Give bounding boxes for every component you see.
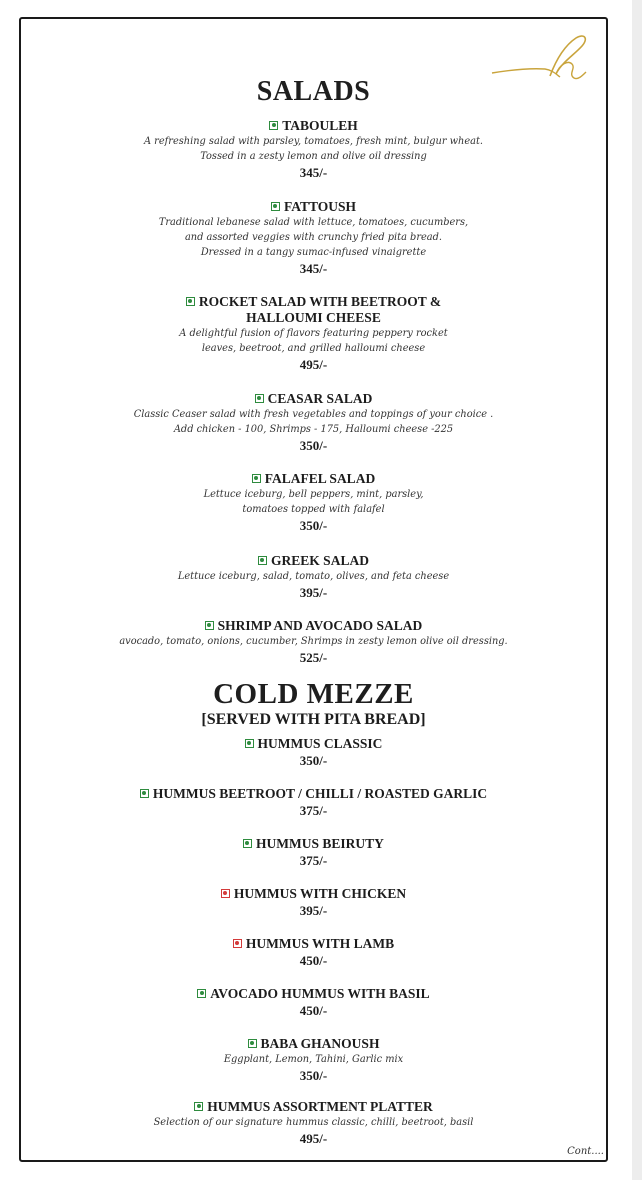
item-name: HUMMUS BEETROOT / CHILLI / ROASTED GARLIC xyxy=(152,786,488,801)
item-price: 350/- xyxy=(299,438,328,453)
restaurant-logo xyxy=(490,30,594,82)
non-veg-icon xyxy=(221,889,230,898)
veg-icon xyxy=(186,297,195,306)
item-price: 450/- xyxy=(299,953,328,968)
item-description: and assorted veggies with crunchy fried pita bread. xyxy=(184,232,443,243)
item-name: HUMMUS WITH LAMB xyxy=(245,936,395,951)
item-price: 495/- xyxy=(299,1131,328,1146)
veg-icon xyxy=(255,394,264,403)
item-price: 450/- xyxy=(299,1003,328,1018)
item-description: Eggplant, Lemon, Tahini, Garlic mix xyxy=(223,1054,404,1065)
veg-icon xyxy=(245,739,254,748)
item-price: 395/- xyxy=(299,903,328,918)
item-price: 375/- xyxy=(299,803,328,818)
item-name: HUMMUS CLASSIC xyxy=(257,736,383,751)
veg-icon xyxy=(269,121,278,130)
item-description: Lettuce iceburg, salad, tomato, olives, and feta cheese xyxy=(177,571,450,582)
menu-item xyxy=(19,886,608,919)
item-name: BABA GHANOUSH xyxy=(260,1036,380,1051)
veg-icon xyxy=(271,202,280,211)
menu-item xyxy=(19,294,608,373)
item-description: Selection of our signature hummus classic, chilli, beetroot, basil xyxy=(153,1117,474,1128)
menu-item xyxy=(19,118,608,181)
menu-item xyxy=(19,1099,608,1147)
menu-item xyxy=(19,936,608,969)
item-description: Lettuce iceburg, bell peppers, mint, parsley, xyxy=(203,489,424,500)
menu-item xyxy=(19,471,608,534)
veg-icon xyxy=(248,1039,257,1048)
menu-item xyxy=(19,736,608,769)
veg-icon xyxy=(197,989,206,998)
veg-icon xyxy=(243,839,252,848)
menu-item xyxy=(19,986,608,1019)
item-price: 350/- xyxy=(299,753,328,768)
continued-note: Cont.... xyxy=(567,1146,604,1157)
veg-icon xyxy=(140,789,149,798)
veg-icon xyxy=(252,474,261,483)
non-veg-icon xyxy=(233,939,242,948)
item-description: Dressed in a tangy sumac-infused vinaigrette xyxy=(200,247,427,258)
menu-item xyxy=(19,1036,608,1084)
item-description: Tossed in a zesty lemon and olive oil dressing xyxy=(200,151,427,162)
menu-item xyxy=(19,199,608,277)
veg-icon xyxy=(258,556,267,565)
item-name: CEASAR SALAD xyxy=(267,391,373,406)
section-title-cold-mezze: COLD MEZZE xyxy=(213,678,414,710)
item-name: HUMMUS WITH CHICKEN xyxy=(233,886,407,901)
item-price: 345/- xyxy=(299,261,328,276)
menu-item xyxy=(19,786,608,819)
item-price: 350/- xyxy=(299,518,328,533)
item-description: Add chicken - 100, Shrimps - 175, Halloumi cheese -225 xyxy=(173,424,454,435)
veg-icon xyxy=(205,621,214,630)
item-name: FALAFEL SALAD xyxy=(264,471,376,486)
menu-item xyxy=(19,836,608,869)
item-name: HUMMUS BEIRUTY xyxy=(256,836,384,851)
menu-item xyxy=(19,618,608,666)
item-description: leaves, beetroot, and grilled halloumi cheese xyxy=(201,343,426,354)
item-name: ROCKET SALAD WITH BEETROOT & xyxy=(198,294,442,309)
item-price: 495/- xyxy=(299,357,328,372)
item-name: GREEK SALAD xyxy=(271,553,369,568)
item-name: AVOCADO HUMMUS WITH BASIL xyxy=(210,986,430,1001)
item-price: 395/- xyxy=(299,585,328,600)
item-name: HUMMUS ASSORTMENT PLATTER xyxy=(207,1099,433,1114)
item-price: 345/- xyxy=(299,165,328,180)
menu-item xyxy=(19,553,608,601)
item-description: Classic Ceaser salad with fresh vegetables and toppings of your choice . xyxy=(133,409,494,420)
section-subtitle: [SERVED WITH PITA BREAD] xyxy=(201,711,426,728)
item-name: FATTOUSH xyxy=(283,199,356,214)
item-price: 525/- xyxy=(299,650,328,665)
item-price: 350/- xyxy=(299,1068,328,1083)
veg-icon xyxy=(194,1102,203,1111)
item-price: 375/- xyxy=(299,853,328,868)
item-description: avocado, tomato, onions, cucumber, Shrimps in zesty lemon olive oil dressing. xyxy=(119,636,508,647)
item-description: tomatoes topped with falafel xyxy=(242,504,385,515)
item-description: Traditional lebanese salad with lettuce, tomatoes, cucumbers, xyxy=(158,217,469,228)
item-description: A refreshing salad with parsley, tomatoes, fresh mint, bulgur wheat. xyxy=(143,136,484,147)
section-title-salads: SALADS xyxy=(256,76,371,107)
item-name-line2: HALLOUMI CHEESE xyxy=(246,310,381,325)
item-name: TABOULEH xyxy=(282,118,358,133)
menu-item xyxy=(19,391,608,454)
item-description: A delightful fusion of flavors featuring peppery rocket xyxy=(179,328,448,339)
item-name: SHRIMP AND AVOCADO SALAD xyxy=(217,618,423,633)
page-edge xyxy=(632,0,642,1180)
